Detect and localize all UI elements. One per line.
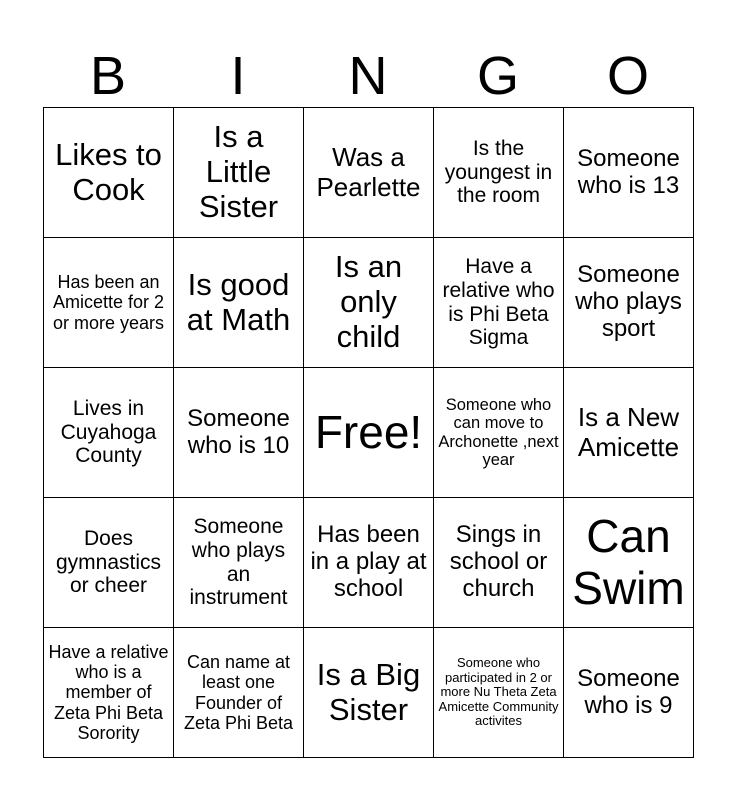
board-row <box>44 238 694 368</box>
bingo-cell[interactable]: Someone who plays sport <box>564 238 694 368</box>
board-row <box>44 498 694 628</box>
header-letter-i: I <box>230 46 246 106</box>
bingo-cell[interactable]: Have a relative who is Phi Beta Sigma <box>434 238 564 368</box>
bingo-cell[interactable]: Have a relative who is a member of Zeta Phi Beta Sorority <box>44 628 174 758</box>
header-letter-o: O <box>606 46 649 106</box>
bingo-cell[interactable]: Lives in Cuyahoga County <box>44 368 174 498</box>
bingo-cell[interactable]: Likes to Cook <box>44 108 174 238</box>
bingo-cell[interactable]: Is an only child <box>304 238 434 368</box>
bingo-cell[interactable]: Someone who is 9 <box>564 628 694 758</box>
bingo-cell[interactable]: Someone who can move to Archonette ,next year <box>434 368 564 498</box>
bingo-cell[interactable]: Someone who is 13 <box>564 108 694 238</box>
bingo-cell[interactable]: Can Swim <box>564 498 694 628</box>
free-space-cell[interactable]: Free! <box>304 368 434 498</box>
bingo-cell[interactable]: Is a New Amicette <box>564 368 694 498</box>
header-letter-b: B <box>89 46 127 106</box>
bingo-cell[interactable]: Has been in a play at school <box>304 498 434 628</box>
bingo-cell[interactable]: Is the youngest in the room <box>434 108 564 238</box>
bingo-cell[interactable]: Has been an Amicette for 2 or more years <box>44 238 174 368</box>
bingo-cell[interactable]: Is good at Math <box>174 238 304 368</box>
header-letter-n: N <box>348 46 388 106</box>
board-row <box>44 628 694 758</box>
bingo-board <box>43 107 694 758</box>
bingo-cell[interactable]: Can name at least one Founder of Zeta Phi Beta <box>174 628 304 758</box>
bingo-cell[interactable]: Someone who participated in 2 or more Nu Theta Zeta Amicette Community activites <box>434 628 564 758</box>
bingo-cell[interactable]: Sings in school or church <box>434 498 564 628</box>
bingo-cell[interactable]: Does gymnastics or cheer <box>44 498 174 628</box>
bingo-cell[interactable]: Was a Pearlette <box>304 108 434 238</box>
bingo-cell[interactable]: Someone who is 10 <box>174 368 304 498</box>
bingo-cell[interactable]: Someone who plays an instrument <box>174 498 304 628</box>
bingo-cell[interactable]: Is a Little Sister <box>174 108 304 238</box>
board-row <box>44 108 694 238</box>
bingo-header <box>43 44 693 108</box>
board-row <box>44 368 694 498</box>
header-letter-g: G <box>476 46 519 106</box>
bingo-cell[interactable]: Is a Big Sister <box>304 628 434 758</box>
